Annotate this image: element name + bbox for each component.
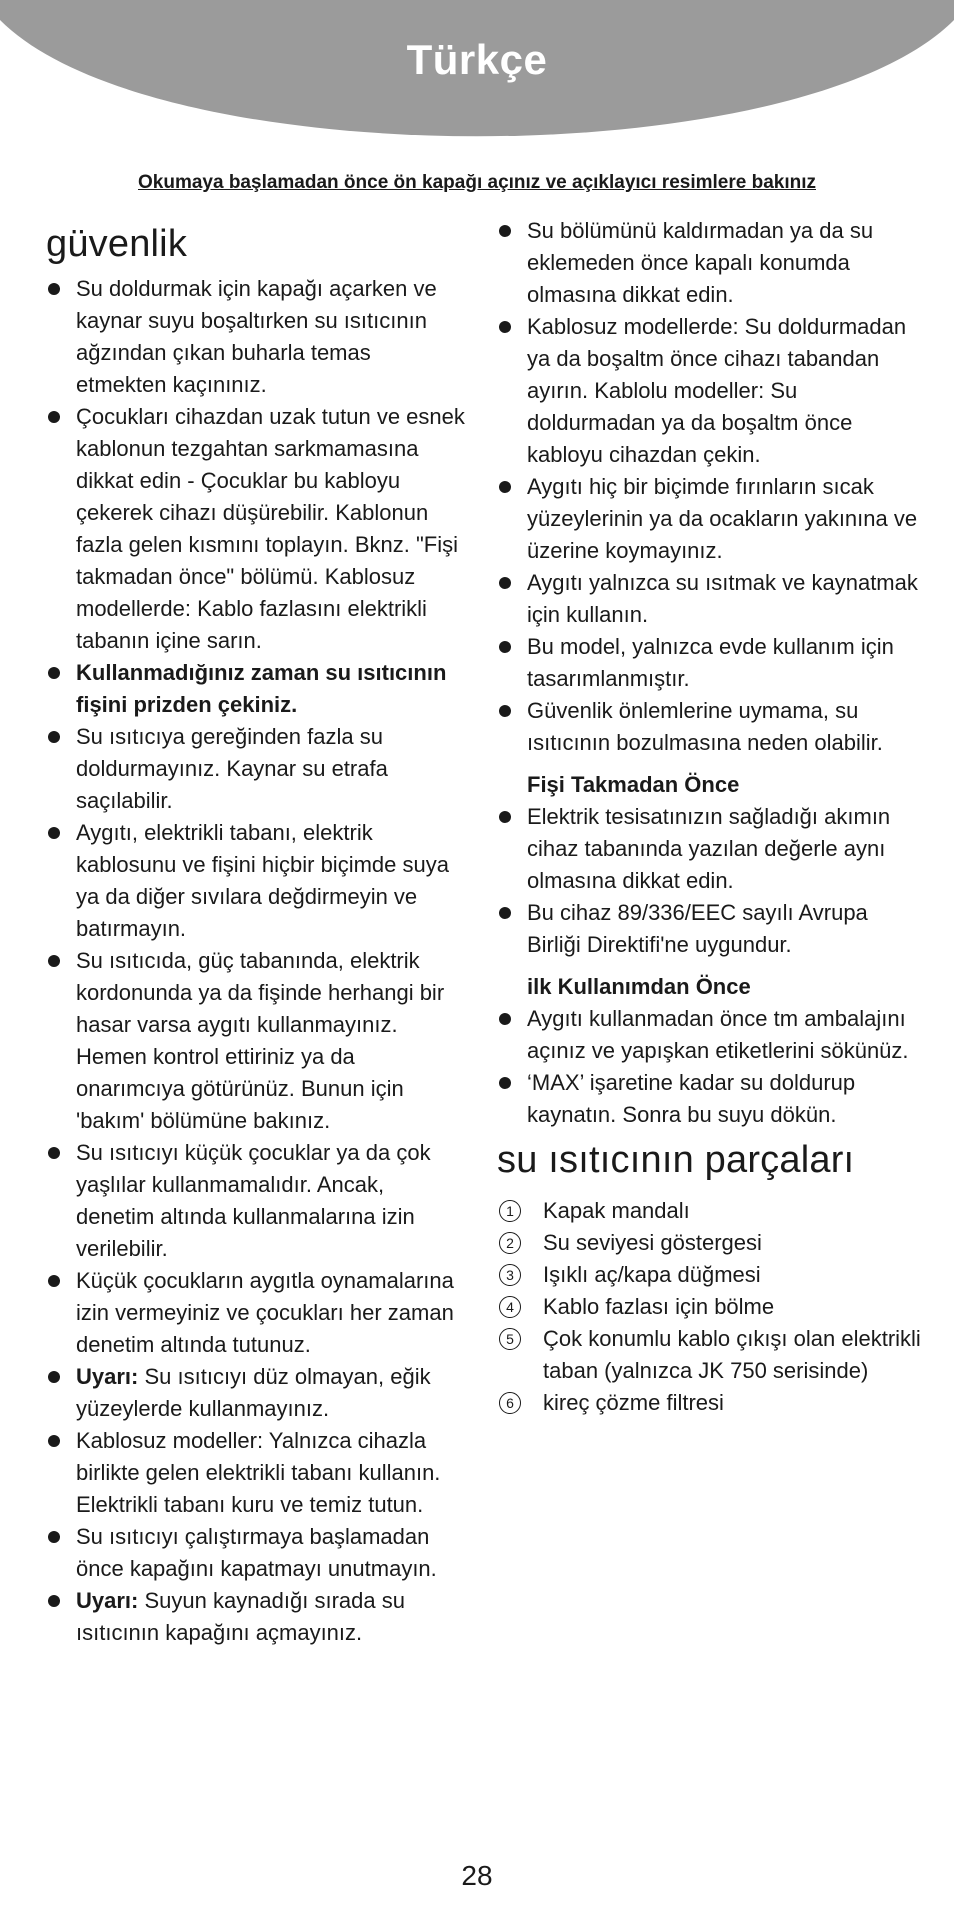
- list-item-text: Çocukları cihazdan uzak tutun ve esnek kablonun tezgahtan sarkmamasına dikkat edin - Çocuklar bu kabloyu çekerek cihazı düşürebilir. Kablonun fazla gelen kısmını toplayın. Bknz. "Fişi takmadan önce" bölümü. Kablosuz modellerde: Kablo fazlasını elektrikli tabanın içine sarın.: [76, 404, 465, 653]
- before-first-use-list: [497, 1003, 922, 1131]
- list-item: [46, 945, 466, 1137]
- list-item-text: Bu model, yalnızca evde kullanım için tasarımlanmıştır.: [527, 634, 894, 691]
- page-header: [0, 0, 954, 160]
- part-label: Kapak mandalı: [543, 1198, 690, 1223]
- part-item: [497, 1387, 922, 1419]
- list-item: [497, 215, 922, 311]
- safety-list-left: [46, 273, 466, 1649]
- part-label: Çok konumlu kablo çıkışı olan elektrikli taban (yalnızca JK 750 serisinde): [543, 1326, 921, 1383]
- part-label: Su seviyesi göstergesi: [543, 1230, 762, 1255]
- list-item-text: Su ısıtıcıyı düz olmayan, eğik yüzeylerde kullanmayınız.: [76, 1364, 431, 1421]
- intro-instruction: Okumaya başlamadan önce ön kapağı açınız ve açıklayıcı resimlere bakınız: [138, 172, 816, 193]
- list-item: [46, 1521, 466, 1585]
- part-item: [497, 1259, 922, 1291]
- list-item-text: Güvenlik önlemlerine uymama, su ısıtıcının bozulmasına neden olabilir.: [527, 698, 883, 755]
- right-column: [497, 215, 922, 1419]
- part-label: Kablo fazlası için bölme: [543, 1294, 775, 1319]
- list-item: [46, 657, 466, 721]
- parts-title: su ısıtıcının parçaları: [497, 1139, 855, 1181]
- list-item: [497, 311, 922, 471]
- list-item-text: Kablosuz modeller: Yalnızca cihazla birlikte gelen elektrikli tabanı kullanın. Elektrikli tabanı kuru ve temiz tutun.: [76, 1428, 441, 1517]
- list-item: [497, 1067, 922, 1131]
- list-item-text: Su ısıtıcıda, güç tabanında, elektrik kordonunda ya da fişinde herhangi bir hasar varsa aygıtı kullanmayınız. Hemen kontrol ettiriniz ya da onarımcıya götürünüz. Bunun için 'bakım' bölümüne bakınız.: [76, 948, 445, 1133]
- part-item: [497, 1291, 922, 1323]
- list-item: [46, 1137, 466, 1265]
- safety-title: güvenlik: [46, 223, 188, 265]
- part-number-badge: 2: [499, 1232, 521, 1254]
- list-item: [497, 801, 922, 897]
- language-title: Türkçe: [406, 36, 548, 83]
- list-item: [46, 1361, 466, 1425]
- part-number-badge: 5: [499, 1328, 521, 1350]
- list-item-text: Aygıtı yalnızca su ısıtmak ve kaynatmak için kullanın.: [527, 570, 918, 627]
- page-number: 28: [461, 1860, 493, 1891]
- parts-list: [497, 1195, 922, 1419]
- list-item-text: Su ısıtıcıya gereğinden fazla su doldurmayınız. Kaynar su etrafa saçılabilir.: [76, 724, 388, 813]
- part-label: Işıklı aç/kapa düğmesi: [543, 1262, 761, 1287]
- list-item-text: ‘MAX’ işaretine kadar su doldurup kaynatın. Sonra bu suyu dökün.: [527, 1070, 856, 1127]
- list-item-text: Aygıtı hiç bir biçimde fırınların sıcak yüzeylerinin ya da ocakların yakınına ve üzerine koymayınız.: [527, 474, 918, 563]
- list-item: [497, 1003, 922, 1067]
- part-number-badge: 1: [499, 1200, 521, 1222]
- list-item: [497, 897, 922, 961]
- list-item-text: Su doldurmak için kapağı açarken ve kaynar suyu boşaltırken su ısıtıcının ağzından çıkan buharla temas etmekten kaçınınız.: [76, 276, 437, 397]
- before-plugging-list: [497, 801, 922, 961]
- list-item-text: Aygıtı, elektrikli tabanı, elektrik kablosunu ve fişini hiçbir biçimde suya ya da diğer sıvılara değdirmeyin ve batırmayın.: [76, 820, 449, 941]
- warning-label: Uyarı:: [76, 1364, 139, 1389]
- part-number-badge: 4: [499, 1296, 521, 1318]
- part-item: [497, 1227, 922, 1259]
- list-item: [497, 695, 922, 759]
- list-item-text: Kablosuz modellerde: Su doldurmadan ya da boşaltm önce cihazı tabandan ayırın. Kablolu modeller: Su doldurmadan ya da boşaltm önce kabloyu cihazdan çekin.: [527, 314, 907, 467]
- part-number-badge: 6: [499, 1392, 521, 1414]
- part-label: kireç çözme filtresi: [543, 1390, 724, 1415]
- list-item: [497, 631, 922, 695]
- list-item-text: Su ısıtıcıyı çalıştırmaya başlamadan önce kapağını kapatmayı unutmayın.: [76, 1524, 437, 1581]
- list-item: [497, 471, 922, 567]
- list-item-text: Suyun kaynadığı sırada su ısıtıcının kapağını açmayınız.: [76, 1588, 405, 1645]
- list-item: [46, 1265, 466, 1361]
- list-item: [497, 567, 922, 631]
- warning-label: Uyarı:: [76, 1588, 139, 1613]
- part-item: [497, 1323, 922, 1387]
- list-item-text: Elektrik tesisatınızın sağladığı akımın cihaz tabanında yazılan değerle aynı olmasına dikkat edin.: [527, 804, 891, 893]
- list-item: [46, 817, 466, 945]
- list-item: [46, 1585, 466, 1649]
- left-column: [46, 215, 466, 1649]
- safety-list-right: [497, 215, 922, 759]
- list-item-text: Aygıtı kullanmadan önce tm ambalajını açınız ve yapışkan etiketlerini sökünüz.: [527, 1006, 909, 1063]
- list-item-text: Küçük çocukların aygıtla oynamalarına izin vermeyiniz ve çocukları her zaman denetim altında tutunuz.: [76, 1268, 454, 1357]
- before-first-use-title: ilk Kullanımdan Önce: [527, 974, 751, 999]
- before-plugging-title: Fişi Takmadan Önce: [527, 772, 740, 797]
- part-number-badge: 3: [499, 1264, 521, 1286]
- list-item: [46, 401, 466, 657]
- list-item: [46, 1425, 466, 1521]
- part-item: [497, 1195, 922, 1227]
- list-item-text: Kullanmadığınız zaman su ısıtıcının fişini prizden çekiniz.: [76, 660, 447, 717]
- list-item-text: Bu cihaz 89/336/EEC sayılı Avrupa Birliği Direktifi'ne uygundur.: [527, 900, 868, 957]
- list-item-text: Su bölümünü kaldırmadan ya da su eklemeden önce kapalı konumda olmasına dikkat edin.: [527, 218, 874, 307]
- list-item-text: Su ısıtıcıyı küçük çocuklar ya da çok yaşlılar kullanmamalıdır. Ancak, denetim altında kullanmalarına izin verilebilir.: [76, 1140, 431, 1261]
- list-item: [46, 721, 466, 817]
- list-item: [46, 273, 466, 401]
